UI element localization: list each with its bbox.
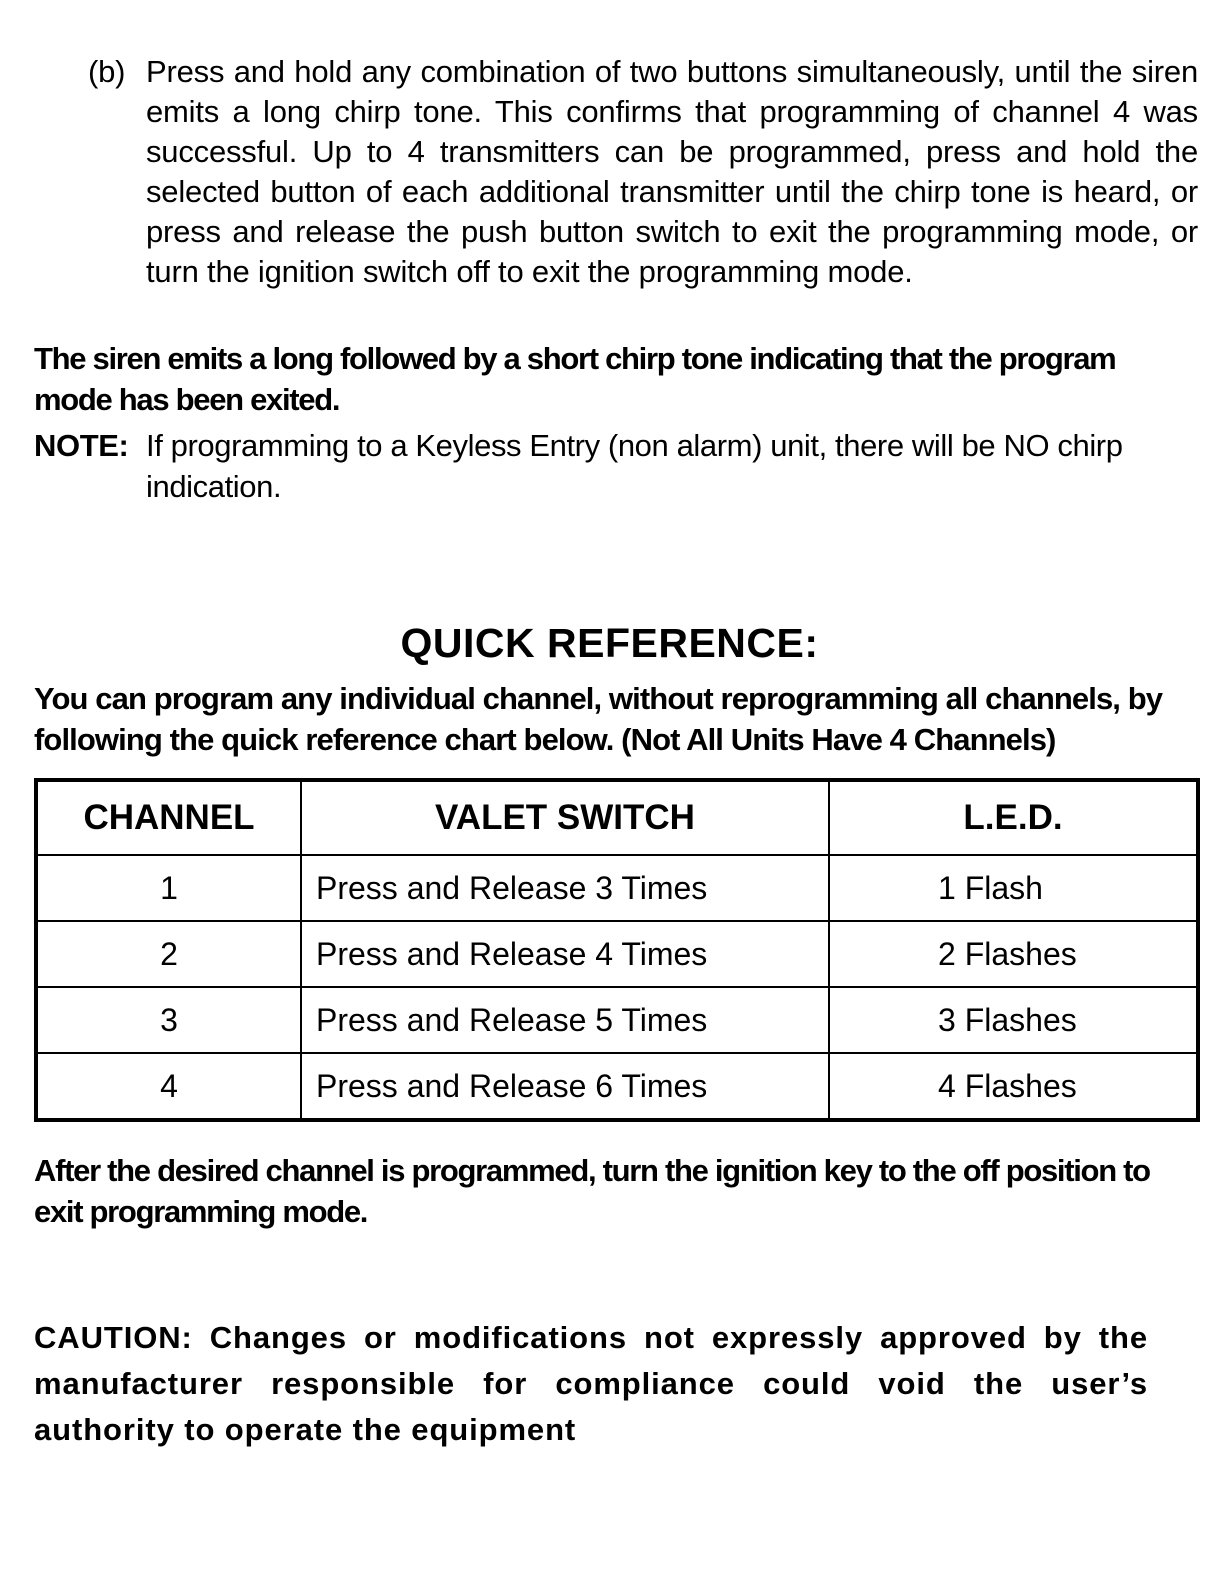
led-cell: 3 Flashes bbox=[829, 987, 1198, 1053]
valet-switch-cell: Press and Release 3 Times bbox=[301, 855, 829, 921]
valet-switch-cell: Press and Release 4 Times bbox=[301, 921, 829, 987]
table-row bbox=[36, 921, 1198, 987]
quick-reference-heading: QUICK REFERENCE: bbox=[400, 620, 819, 666]
led-cell: 1 Flash bbox=[829, 855, 1198, 921]
led-cell: 4 Flashes bbox=[829, 1053, 1198, 1120]
note-text: If programming to a Keyless Entry (non alarm) unit, there will be NO chirp indication. bbox=[146, 428, 1123, 504]
valet-switch-cell: Press and Release 6 Times bbox=[301, 1053, 829, 1120]
channel-cell: 3 bbox=[36, 987, 301, 1053]
quick-reference-intro: You can program any individual channel, without reprogramming all channels, by following the quick reference chart below. (Not All Units Have 4 Channels) bbox=[34, 681, 1163, 757]
header-channel: CHANNEL bbox=[36, 780, 301, 855]
exit-paragraph: The siren emits a long followed by a short chirp tone indicating that the program mode has been exited. bbox=[34, 341, 1116, 417]
caution-paragraph: CAUTION: Changes or modifications not expressly approved by the manufacturer responsible for compliance could void the user’s authority to operate the equipment bbox=[34, 1320, 1148, 1447]
table-row bbox=[36, 855, 1198, 921]
quick-reference-table bbox=[34, 778, 1200, 1122]
table-header-row bbox=[36, 780, 1198, 855]
header-valet-switch: VALET SWITCH bbox=[301, 780, 829, 855]
header-led: L.E.D. bbox=[829, 780, 1198, 855]
step-b-block bbox=[88, 52, 1198, 292]
note-label: NOTE: bbox=[34, 428, 129, 463]
channel-cell: 4 bbox=[36, 1053, 301, 1120]
channel-cell: 1 bbox=[36, 855, 301, 921]
after-paragraph: After the desired channel is programmed, turn the ignition key to the off position to exit programming mode. bbox=[34, 1153, 1150, 1229]
valet-switch-cell: Press and Release 5 Times bbox=[301, 987, 829, 1053]
step-b-label: (b) bbox=[88, 54, 126, 89]
led-cell: 2 Flashes bbox=[829, 921, 1198, 987]
channel-cell: 2 bbox=[36, 921, 301, 987]
quick-reference-table-wrap bbox=[34, 778, 1196, 1122]
note-block bbox=[34, 425, 1196, 507]
step-b-text: Press and hold any combination of two buttons simultaneously, until the siren emits a long chirp tone. This confirms that programming of channel 4 was successful. Up to 4 transmitters can be programmed, press and hold the selected button of each additional transmitter until the chirp tone is heard, or press and release the push button switch to exit the programming mode, or turn the ignition switch off to exit the programming mode. bbox=[146, 54, 1198, 289]
table-row bbox=[36, 987, 1198, 1053]
table-row bbox=[36, 1053, 1198, 1120]
